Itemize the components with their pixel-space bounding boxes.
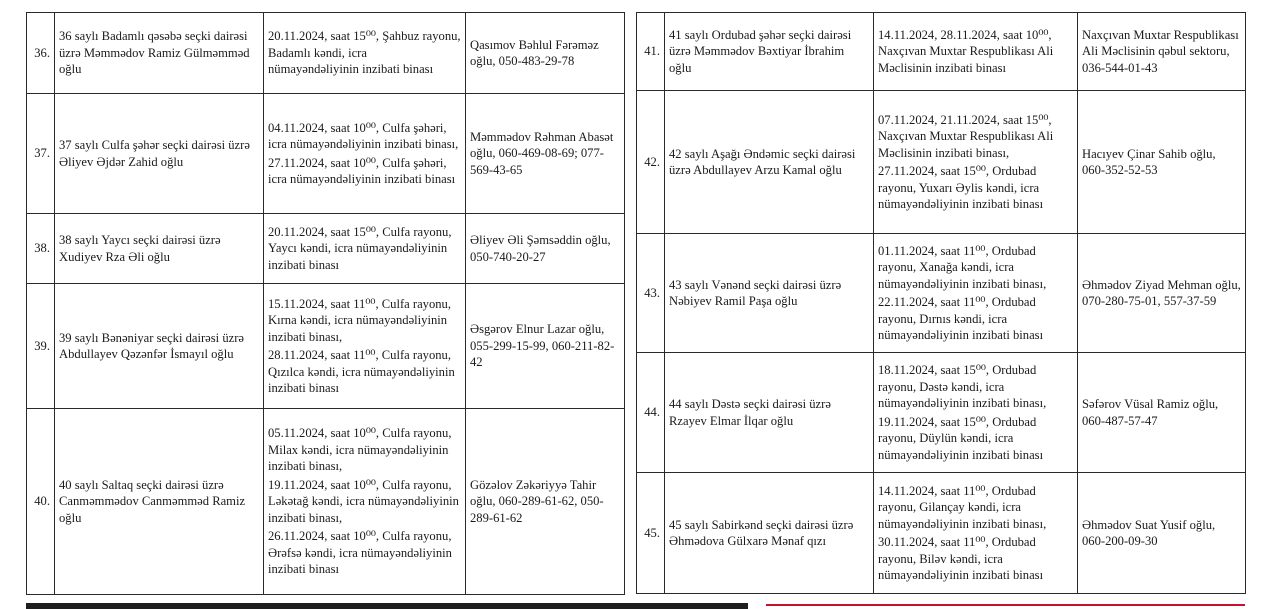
meeting-schedule [874,13,1078,91]
district-candidate: 44 saylı Dəstə seçki dairəsi üzrə Rzayev Elmar İlqar oğlu [665,353,874,473]
row-number: 38. [27,214,55,284]
table-row [27,409,625,595]
meeting-entry: 15.11.2024, saat 11⁰⁰, Culfa rayonu, Kırna kəndi, icra nümayəndəliyinin inzibati binası, [268,296,451,344]
meeting-entry: 14.11.2024, 28.11.2024, saat 10⁰⁰, Naxçıvan Muxtar Respublikası Ali Məclisinin inzibati binası [878,27,1054,75]
meeting-entry: 28.11.2024, saat 11⁰⁰, Culfa rayonu, Qızılca kəndi, icra nümayəndəliyinin inzibati binası [268,348,455,395]
meeting-entry: 26.11.2024, saat 10⁰⁰, Culfa rayonu, Ərəfsə kəndi, icra nümayəndəliyinin inzibati binası [268,529,452,577]
district-candidate: 37 saylı Culfa şəhər seçki dairəsi üzrə Əliyev Əjdər Zahid oğlu [55,94,264,214]
meeting-entry: 01.11.2024, saat 11⁰⁰, Ordubad rayonu, Xanağa kəndi, icra nümayəndəliyinin inzibati binası, [878,243,1047,291]
district-candidate: 39 saylı Bənəniyar seçki dairəsi üzrə Abdullayev Qəzənfər İsmayıl oğlu [55,284,264,409]
contact-person: Naxçıvan Muxtar Respublikası Ali Məclisinin qəbul sektoru, 036-544-01-43 [1078,13,1246,91]
row-number: 44. [637,353,665,473]
row-number: 40. [27,409,55,595]
meeting-entry: 18.11.2024, saat 15⁰⁰, Ordubad rayonu, Dəstə kəndi, icra nümayəndəliyinin inzibati binası, [878,363,1047,410]
contact-person: Əliyev Əli Şəmsəddin oğlu, 050-740-20-27 [466,214,625,284]
meeting-schedule [264,214,466,284]
contact-person: Əhmədov Ziyad Mehman oğlu, 070-280-75-01, 557-37-59 [1078,234,1246,353]
meeting-entry: 30.11.2024, saat 11⁰⁰, Ordubad rayonu, Biləv kəndi, icra nümayəndəliyinin inzibati binası [878,535,1044,582]
meeting-entry: 07.11.2024, 21.11.2024, saat 15⁰⁰, Naxçıvan Muxtar Respublikası Ali Məclisinin inzibati binası, [878,112,1054,160]
contact-person: Qasımov Bəhlul Fərəməz oğlu, 050-483-29-78 [466,13,625,94]
contact-person: Hacıyev Çinar Sahib oğlu, 060-352-52-53 [1078,91,1246,234]
meeting-entry: 14.11.2024, saat 11⁰⁰, Ordubad rayonu, Gilançay kəndi, icra nümayəndəliyinin inzibati binası, [878,483,1047,531]
contact-person: Səfərov Vüsal Ramiz oğlu, 060-487-57-47 [1078,353,1246,473]
contact-person: Əhmədov Suat Yusif oğlu, 060-200-09-30 [1078,473,1246,594]
contact-person: Məmmədov Rəhman Abasət oğlu, 060-469-08-69; 077-569-43-65 [466,94,625,214]
district-candidate: 41 saylı Ordubad şəhər seçki dairəsi üzrə Məmmədov Bəxtiyar İbrahim oğlu [665,13,874,91]
meeting-schedule [264,13,466,94]
district-candidate: 45 saylı Sabirkənd seçki dairəsi üzrə Əhmədova Gülxarə Mənaf qızı [665,473,874,594]
meeting-schedule [874,234,1078,353]
district-candidate: 43 saylı Vənənd seçki dairəsi üzrə Nəbiyev Ramil Paşa oğlu [665,234,874,353]
row-number: 42. [637,91,665,234]
row-number: 39. [27,284,55,409]
meeting-entry: 05.11.2024, saat 10⁰⁰, Culfa rayonu, Milax kəndi, icra nümayəndəliyinin inzibati binası, [268,426,452,474]
row-number: 37. [27,94,55,214]
table-row [637,91,1246,234]
contact-person: Əsgərov Elnur Lazar oğlu, 055-299-15-99, 060-211-82-42 [466,284,625,409]
table-row [637,234,1246,353]
table-row [27,94,625,214]
row-number: 43. [637,234,665,353]
table-row [637,13,1246,91]
row-number: 45. [637,473,665,594]
district-candidate: 42 saylı Aşağı Əndəmic seçki dairəsi üzrə Abdullayev Arzu Kamal oğlu [665,91,874,234]
meeting-entry: 27.11.2024, saat 15⁰⁰, Ordubad rayonu, Yuxarı Əylis kəndi, icra nümayəndəliyinin inzibati binası [878,164,1044,211]
meeting-entry: 19.11.2024, saat 15⁰⁰, Ordubad rayonu, Düylün kəndi, icra nümayəndəliyinin inzibati binası [878,414,1044,462]
table-row [637,473,1246,594]
page-divider-accent [766,604,1245,606]
meeting-schedule [264,94,466,214]
meeting-entry: 22.11.2024, saat 11⁰⁰, Ordubad rayonu, Dırnıs kəndi, icra nümayəndəliyinin inzibati binası [878,295,1044,342]
page-divider [26,603,748,609]
table-row [27,13,625,94]
contact-person: Gözəlov Zəkəriyyə Tahir oğlu, 060-289-61-62, 050-289-61-62 [466,409,625,595]
meeting-schedule [874,473,1078,594]
meeting-entry: 19.11.2024, saat 10⁰⁰, Culfa rayonu, Ləkətağ kəndi, icra nümayəndəliyinin inzibati binası, [268,477,459,525]
meeting-schedule [874,353,1078,473]
row-number: 41. [637,13,665,91]
meeting-schedule [874,91,1078,234]
table-row [637,353,1246,473]
meeting-entry: 27.11.2024, saat 10⁰⁰, Culfa şəhəri, icra nümayəndəliyinin inzibati binası [268,155,456,186]
district-candidate: 40 saylı Saltaq seçki dairəsi üzrə Canməmmədov Canməmməd Ramiz oğlu [55,409,264,595]
meeting-entry: 04.11.2024, saat 10⁰⁰, Culfa şəhəri, icra nümayəndəliyinin inzibati binası, [268,120,459,151]
district-candidate: 38 saylı Yaycı seçki dairəsi üzrə Xudiyev Rza Əli oğlu [55,214,264,284]
district-candidate: 36 saylı Badamlı qəsəbə seçki dairəsi üzrə Məmmədov Ramiz Gülməmməd oğlu [55,13,264,94]
table-row [27,284,625,409]
table-row [27,214,625,284]
schedule-table-left [26,12,625,595]
meeting-schedule [264,284,466,409]
meeting-entry: 20.11.2024, saat 15⁰⁰, Culfa rayonu, Yaycı kəndi, icra nümayəndəliyinin inzibati binası [268,224,452,272]
row-number: 36. [27,13,55,94]
meeting-schedule [264,409,466,595]
meeting-entry: 20.11.2024, saat 15⁰⁰, Şahbuz rayonu, Badamlı kəndi, icra nümayəndəliyinin inzibati binası [268,29,461,77]
schedule-table-right [636,12,1246,594]
